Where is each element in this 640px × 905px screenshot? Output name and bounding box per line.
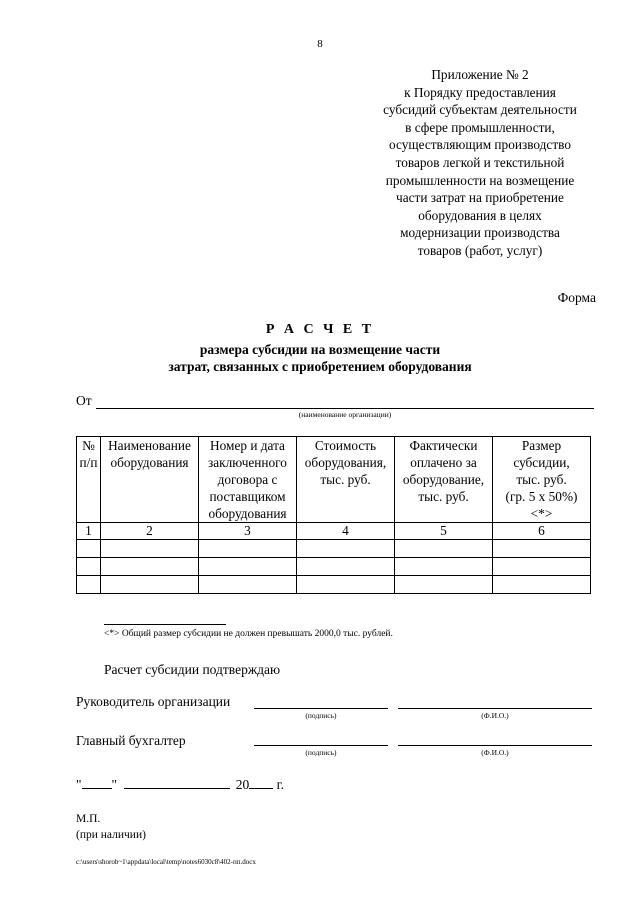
table-cell[interactable] xyxy=(77,540,101,558)
appendix-line: в сфере промышленности, xyxy=(405,119,555,135)
accountant-signature-field[interactable] xyxy=(254,745,388,746)
page-number: 8 xyxy=(317,38,323,50)
accountant-signature-caption: (подпись) xyxy=(305,748,337,757)
calculation-table xyxy=(76,436,591,594)
table-cell[interactable] xyxy=(101,558,199,576)
accountant-label: Главный бухгалтер xyxy=(76,733,186,748)
table-cell[interactable] xyxy=(297,576,395,594)
table-cell[interactable] xyxy=(199,576,297,594)
column-number: 5 xyxy=(395,523,493,540)
table-cell[interactable] xyxy=(199,540,297,558)
table-row xyxy=(77,540,591,558)
table-cell[interactable] xyxy=(493,540,591,558)
table-cell[interactable] xyxy=(77,558,101,576)
appendix-line: оборудования в целях xyxy=(418,207,542,223)
accountant-fio-field[interactable] xyxy=(398,745,592,746)
appendix-header xyxy=(360,66,600,260)
table-row xyxy=(77,558,591,576)
appendix-line: модернизации производства xyxy=(400,225,560,241)
from-label: От xyxy=(76,393,92,408)
date-line xyxy=(76,776,284,793)
confirm-text: Расчет субсидии подтверждаю xyxy=(104,662,281,677)
subtitle-line-1: размера субсидии на возмещение части xyxy=(199,342,441,357)
table-cell[interactable] xyxy=(493,558,591,576)
form-label: Форма xyxy=(557,290,596,305)
header-cell-contract: Номер и дата заключенного договора с поставщиком оборудования xyxy=(199,437,297,523)
file-path: c:\users\shorob~1\appdata\local\temp\notes6030c8\402-пп.docx xyxy=(76,858,256,866)
header-cell-equipment-name: Наименование оборудования xyxy=(101,437,199,523)
table-cell[interactable] xyxy=(297,558,395,576)
table-row xyxy=(77,576,591,594)
appendix-line: товаров (работ, услуг) xyxy=(417,242,543,258)
accountant-fio-caption: (Ф.И.О.) xyxy=(481,748,509,757)
table-header-row xyxy=(77,437,591,523)
appendix-line: товаров легкой и текстильной xyxy=(395,154,565,170)
document-title: Р А С Ч Е Т xyxy=(265,322,375,337)
stamp-label: М.П. xyxy=(76,813,101,825)
head-signature-caption: (подпись) xyxy=(305,711,337,720)
table-cell[interactable] xyxy=(395,540,493,558)
year-prefix: 20 xyxy=(235,777,250,792)
table-cell[interactable] xyxy=(199,558,297,576)
date-close-quote: " xyxy=(111,777,118,792)
appendix-line: осуществляющим производство xyxy=(389,137,571,153)
year-suffix: г. xyxy=(276,777,285,792)
month-field[interactable] xyxy=(124,776,230,789)
header-cell-subsidy: Размер субсидии, тыс. руб. (гр. 5 х 50%) <*> xyxy=(493,437,591,523)
table-cell[interactable] xyxy=(395,558,493,576)
table-cell[interactable] xyxy=(493,576,591,594)
appendix-line: к Порядку предоставления xyxy=(404,84,556,100)
head-signature-field[interactable] xyxy=(254,708,388,709)
column-number: 2 xyxy=(101,523,199,540)
footnote-separator xyxy=(104,624,226,625)
subtitle-line-2: затрат, связанных с приобретением оборудования xyxy=(168,359,472,374)
date-open-quote: " xyxy=(76,777,82,792)
table-cell[interactable] xyxy=(395,576,493,594)
head-fio-caption: (Ф.И.О.) xyxy=(481,711,509,720)
organization-caption: (наименование организации) xyxy=(298,410,392,419)
header-cell-cost: Стоимость оборудования, тыс. руб. xyxy=(297,437,395,523)
stamp-note: (при наличии) xyxy=(76,829,146,841)
appendix-line: части затрат на приобретение xyxy=(396,190,564,206)
table-cell[interactable] xyxy=(77,576,101,594)
column-number: 4 xyxy=(297,523,395,540)
column-number-row xyxy=(77,523,591,540)
header-cell-paid: Фактически оплачено за оборудование, тыс. руб. xyxy=(395,437,493,523)
appendix-line: субсидий субъектам деятельности xyxy=(383,102,577,118)
table-cell[interactable] xyxy=(297,540,395,558)
header-cell-number: № п/п xyxy=(77,437,101,523)
appendix-line: Приложение № 2 xyxy=(431,67,529,82)
document-subtitle xyxy=(0,341,640,375)
year-field[interactable] xyxy=(249,776,273,789)
column-number: 1 xyxy=(77,523,101,540)
stamp-block xyxy=(76,811,146,843)
footnote: <*> Общий размер субсидии не должен превышать 2000,0 тыс. рублей. xyxy=(104,629,393,639)
head-fio-field[interactable] xyxy=(398,708,592,709)
day-field[interactable] xyxy=(82,776,112,789)
table-cell[interactable] xyxy=(101,540,199,558)
column-number: 6 xyxy=(493,523,591,540)
organization-field[interactable] xyxy=(96,408,594,409)
column-number: 3 xyxy=(199,523,297,540)
table-cell[interactable] xyxy=(101,576,199,594)
head-label: Руководитель организации xyxy=(76,694,231,709)
appendix-line: промышленности на возмещение xyxy=(385,172,575,188)
